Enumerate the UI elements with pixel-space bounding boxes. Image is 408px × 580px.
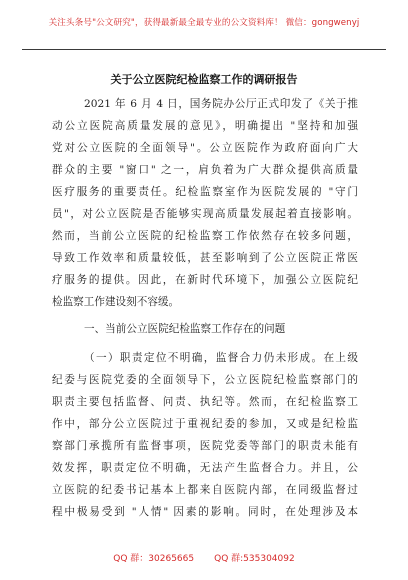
section-heading: 一、当前公立医院纪检监察工作存在的问题 <box>84 323 286 335</box>
text-line: 群众的主要 "窗口" 之一，肩负着为广大群众提供高质量 <box>52 164 358 176</box>
text-line: 效发挥，职责定位不明确，无法产生监督合力。并且，公 <box>52 462 358 474</box>
banner-text: 关注头条号"公文研究"，获得最新最全最专业的公文资料库！ 微信：gongwenyj <box>48 18 360 28</box>
text-line: 察部门承揽所有监督事项，医院党委等部门的职责未能有 <box>52 440 358 452</box>
text-line: 程中极易受到 "人情" 因素的影响。同时，在处理涉及本 <box>52 506 358 518</box>
text-line: 检监察工作建设刻不容缓。 <box>52 296 180 308</box>
document-title: 关于公立医院纪检监察工作的调研报告 <box>110 73 298 86</box>
text-line: 党对公立医院的全面领导"。公立医院作为政府面向广大 <box>52 142 358 154</box>
footer-qq-group-1: QQ 群：30265665 <box>113 554 195 564</box>
footer <box>0 551 408 564</box>
text-line: （一）职责定位不明确，监督合力仍未形成。在上级 <box>84 352 358 364</box>
text-line: 职责主要包括监督、问责、执纪等。然而，在纪检监察工 <box>52 396 358 408</box>
text-line: 然而，当前公立医院的纪检监察工作依然存在较多问题， <box>52 230 358 242</box>
text-line: 立医院的纪委书记基本上都来自医院内部，在同级监督过 <box>52 484 358 496</box>
text-line: 导致工作效率和质量较低，甚至影响到了公立医院正常医 <box>52 252 358 264</box>
text-line: 动公立医院高质量发展的意见》，明确提出 "坚持和加强 <box>52 120 358 132</box>
text-line: 作中，部分公立医院过于重视纪委的参加，又或是纪检监 <box>52 418 358 430</box>
text-line: 2021 年 6 月 4 日，国务院办公厅正式印发了《关于推 <box>84 98 358 110</box>
text-line: 疗服务的提供。因此，在新时代环境下，加强公立医院纪 <box>52 274 358 286</box>
text-line: 员"，对公立医院是否能够实现高质量发展起着直接影响。 <box>52 208 358 220</box>
footer-qq-group-2: QQ 群:535304092 <box>214 554 295 564</box>
text-line: 纪委与医院党委的全面领导下，公立医院纪检监察部门的 <box>52 374 358 386</box>
text-line: 医疗服务的重要责任。纪检监察室作为医院发展的 "守门 <box>52 186 358 198</box>
